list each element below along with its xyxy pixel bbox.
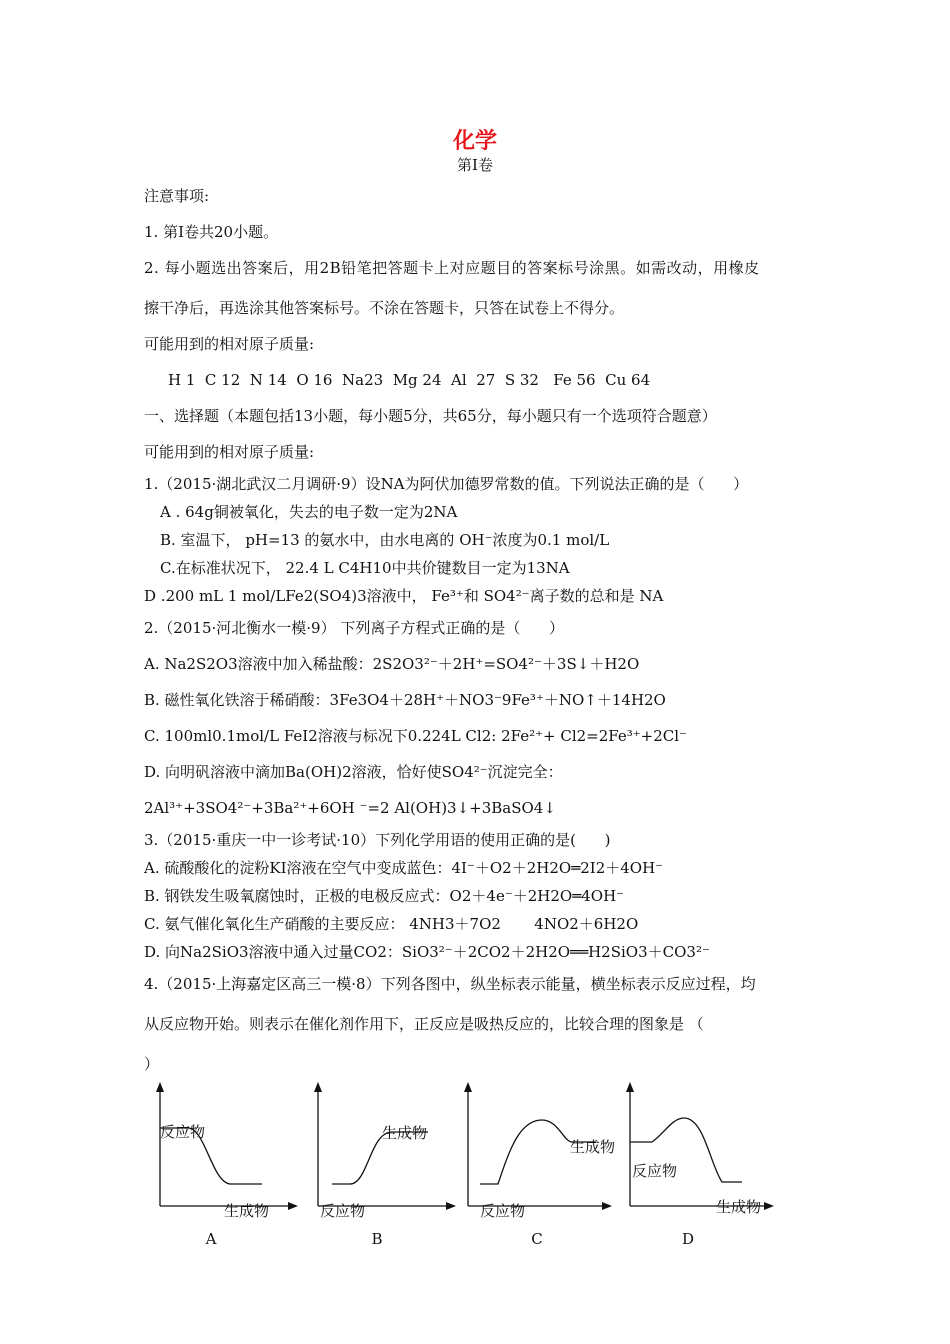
q1-option-b: B. 室温下， pH=13 的氨水中，由水电离的 OH⁻浓度为0.1 mol/L bbox=[160, 531, 610, 549]
reactant-label: 反应物 bbox=[480, 1202, 526, 1220]
reactant-label: 反应物 bbox=[160, 1123, 206, 1141]
energy-diagram-d bbox=[620, 1080, 780, 1224]
q2-option-b: B. 磁性氧化铁溶于稀硝酸：3Fe3O4＋28H⁺＋NO3⁻9Fe³⁺＋NO↑＋14H2O bbox=[144, 691, 666, 709]
note-item-2-line2: 擦干净后，再选涂其他答案标号。不涂在答题卡，只答在试卷上不得分。 bbox=[144, 299, 625, 317]
q3-option-c: C. 氨气催化氧化生产硝酸的主要反应： 4NH3＋7O2 4NO2＋6H2O bbox=[144, 915, 639, 933]
reactant-label: 反应物 bbox=[320, 1202, 366, 1220]
atomic-mass-label: 可能用到的相对原子质量: bbox=[144, 335, 315, 353]
q3-option-d: D. 向Na2SiO3溶液中通入过量CO2：SiO3²⁻＋2CO2＋2H2O══H2SiO3＋CO3²⁻ bbox=[144, 943, 710, 961]
x-axis-arrow bbox=[602, 1202, 612, 1210]
q3-stem: 3.（2015·重庆一中一诊考试·10）下列化学用语的使用正确的是( ) bbox=[144, 831, 611, 849]
product-label: 生成物 bbox=[716, 1198, 762, 1216]
q4-stem-line1: 4.（2015·上海嘉定区高三一模·8）下列各图中，纵坐标表示能量，横坐标表示反应过程，均 bbox=[144, 975, 756, 993]
q2-option-d-equation: 2Al³⁺+3SO4²⁻+3Ba²⁺+6OH ⁻=2 Al(OH)3↓+3BaSO4↓ bbox=[144, 799, 556, 817]
product-label: 生成物 bbox=[382, 1124, 428, 1142]
page-subtitle: 第Ⅰ卷 bbox=[457, 156, 493, 174]
product-label: 生成物 bbox=[570, 1138, 616, 1156]
q3-option-b: B. 钢铁发生吸氧腐蚀时，正极的电极反应式：O2＋4e⁻＋2H2O═4OH⁻ bbox=[144, 887, 625, 905]
q2-option-a: A. Na2S2O3溶液中加入稀盐酸：2S2O3²⁻＋2H⁺=SO4²⁻＋3S↓＋H2O bbox=[144, 655, 640, 673]
q1-option-d: D .200 mL 1 mol/LFe2(SO4)3溶液中， Fe³⁺和 SO4²⁻离子数的总和是 NA bbox=[144, 587, 664, 605]
atomic-mass-label-2: 可能用到的相对原子质量: bbox=[144, 443, 315, 461]
y-axis-arrow bbox=[314, 1082, 322, 1092]
notes-heading: 注意事项: bbox=[144, 187, 210, 205]
energy-diagram-a bbox=[150, 1080, 300, 1224]
q1-option-c: C.在标准状况下， 22.4 L C4H10中共价键数目一定为13NA bbox=[160, 559, 570, 577]
x-axis-arrow bbox=[288, 1202, 298, 1210]
figure-label-d: D bbox=[681, 1230, 695, 1248]
q1-stem: 1.（2015·湖北武汉二月调研·9）设NA为阿伏加德罗常数的值。下列说法正确的是（ ） bbox=[144, 475, 749, 493]
x-axis-arrow bbox=[446, 1202, 456, 1210]
q2-option-c: C. 100ml0.1mol/L FeI2溶液与标况下0.224L Cl2: 2Fe²⁺+ Cl2=2Fe³⁺+2Cl⁻ bbox=[144, 727, 687, 745]
y-axis-arrow bbox=[156, 1082, 164, 1092]
figure-label-c: C bbox=[531, 1230, 543, 1248]
q4-stem-line2: 从反应物开始。则表示在催化剂作用下，正反应是吸热反应的，比较合理的图象是 （ bbox=[144, 1015, 704, 1033]
energy-diagram-c bbox=[458, 1080, 618, 1224]
q3-option-a: A. 硫酸酸化的淀粉KI溶液在空气中变成蓝色：4I⁻＋O2＋2H2O═2I2＋4OH⁻ bbox=[144, 859, 664, 877]
page-title: 化学 bbox=[452, 129, 497, 154]
atomic-mass-list: H 1 C 12 N 14 O 16 Na23 Mg 24 Al 27 S 32 Fe 56 Cu 64 bbox=[168, 371, 651, 389]
reactant-label: 反应物 bbox=[632, 1162, 678, 1180]
product-label: 生成物 bbox=[224, 1202, 270, 1220]
q1-option-a: A . 64g铜被氧化，失去的电子数一定为2NA bbox=[160, 503, 458, 521]
note-item-1: 1. 第Ⅰ卷共20小题。 bbox=[144, 223, 279, 241]
section-heading: 一、选择题（本题包括13小题，每小题5分，共65分，每小题只有一个选项符合题意） bbox=[144, 407, 717, 425]
q4-stem-line3: ） bbox=[144, 1055, 160, 1073]
y-axis-arrow bbox=[464, 1082, 472, 1092]
figure-label-a: A bbox=[205, 1230, 217, 1248]
q2-option-d: D. 向明矾溶液中滴加Ba(OH)2溶液，恰好使SO4²⁻沉淀完全： bbox=[144, 763, 563, 781]
figure-label-b: B bbox=[371, 1230, 383, 1248]
y-axis-arrow bbox=[626, 1082, 634, 1092]
note-item-2-line1: 2. 每小题选出答案后，用2B铅笔把答题卡上对应题目的答案标号涂黑。如需改动，用橡皮 bbox=[144, 259, 760, 277]
energy-diagram-b bbox=[308, 1080, 458, 1224]
q2-stem: 2.（2015·河北衡水一模·9） 下列离子方程式正确的是（ ） bbox=[144, 619, 564, 637]
x-axis-arrow bbox=[764, 1202, 774, 1210]
